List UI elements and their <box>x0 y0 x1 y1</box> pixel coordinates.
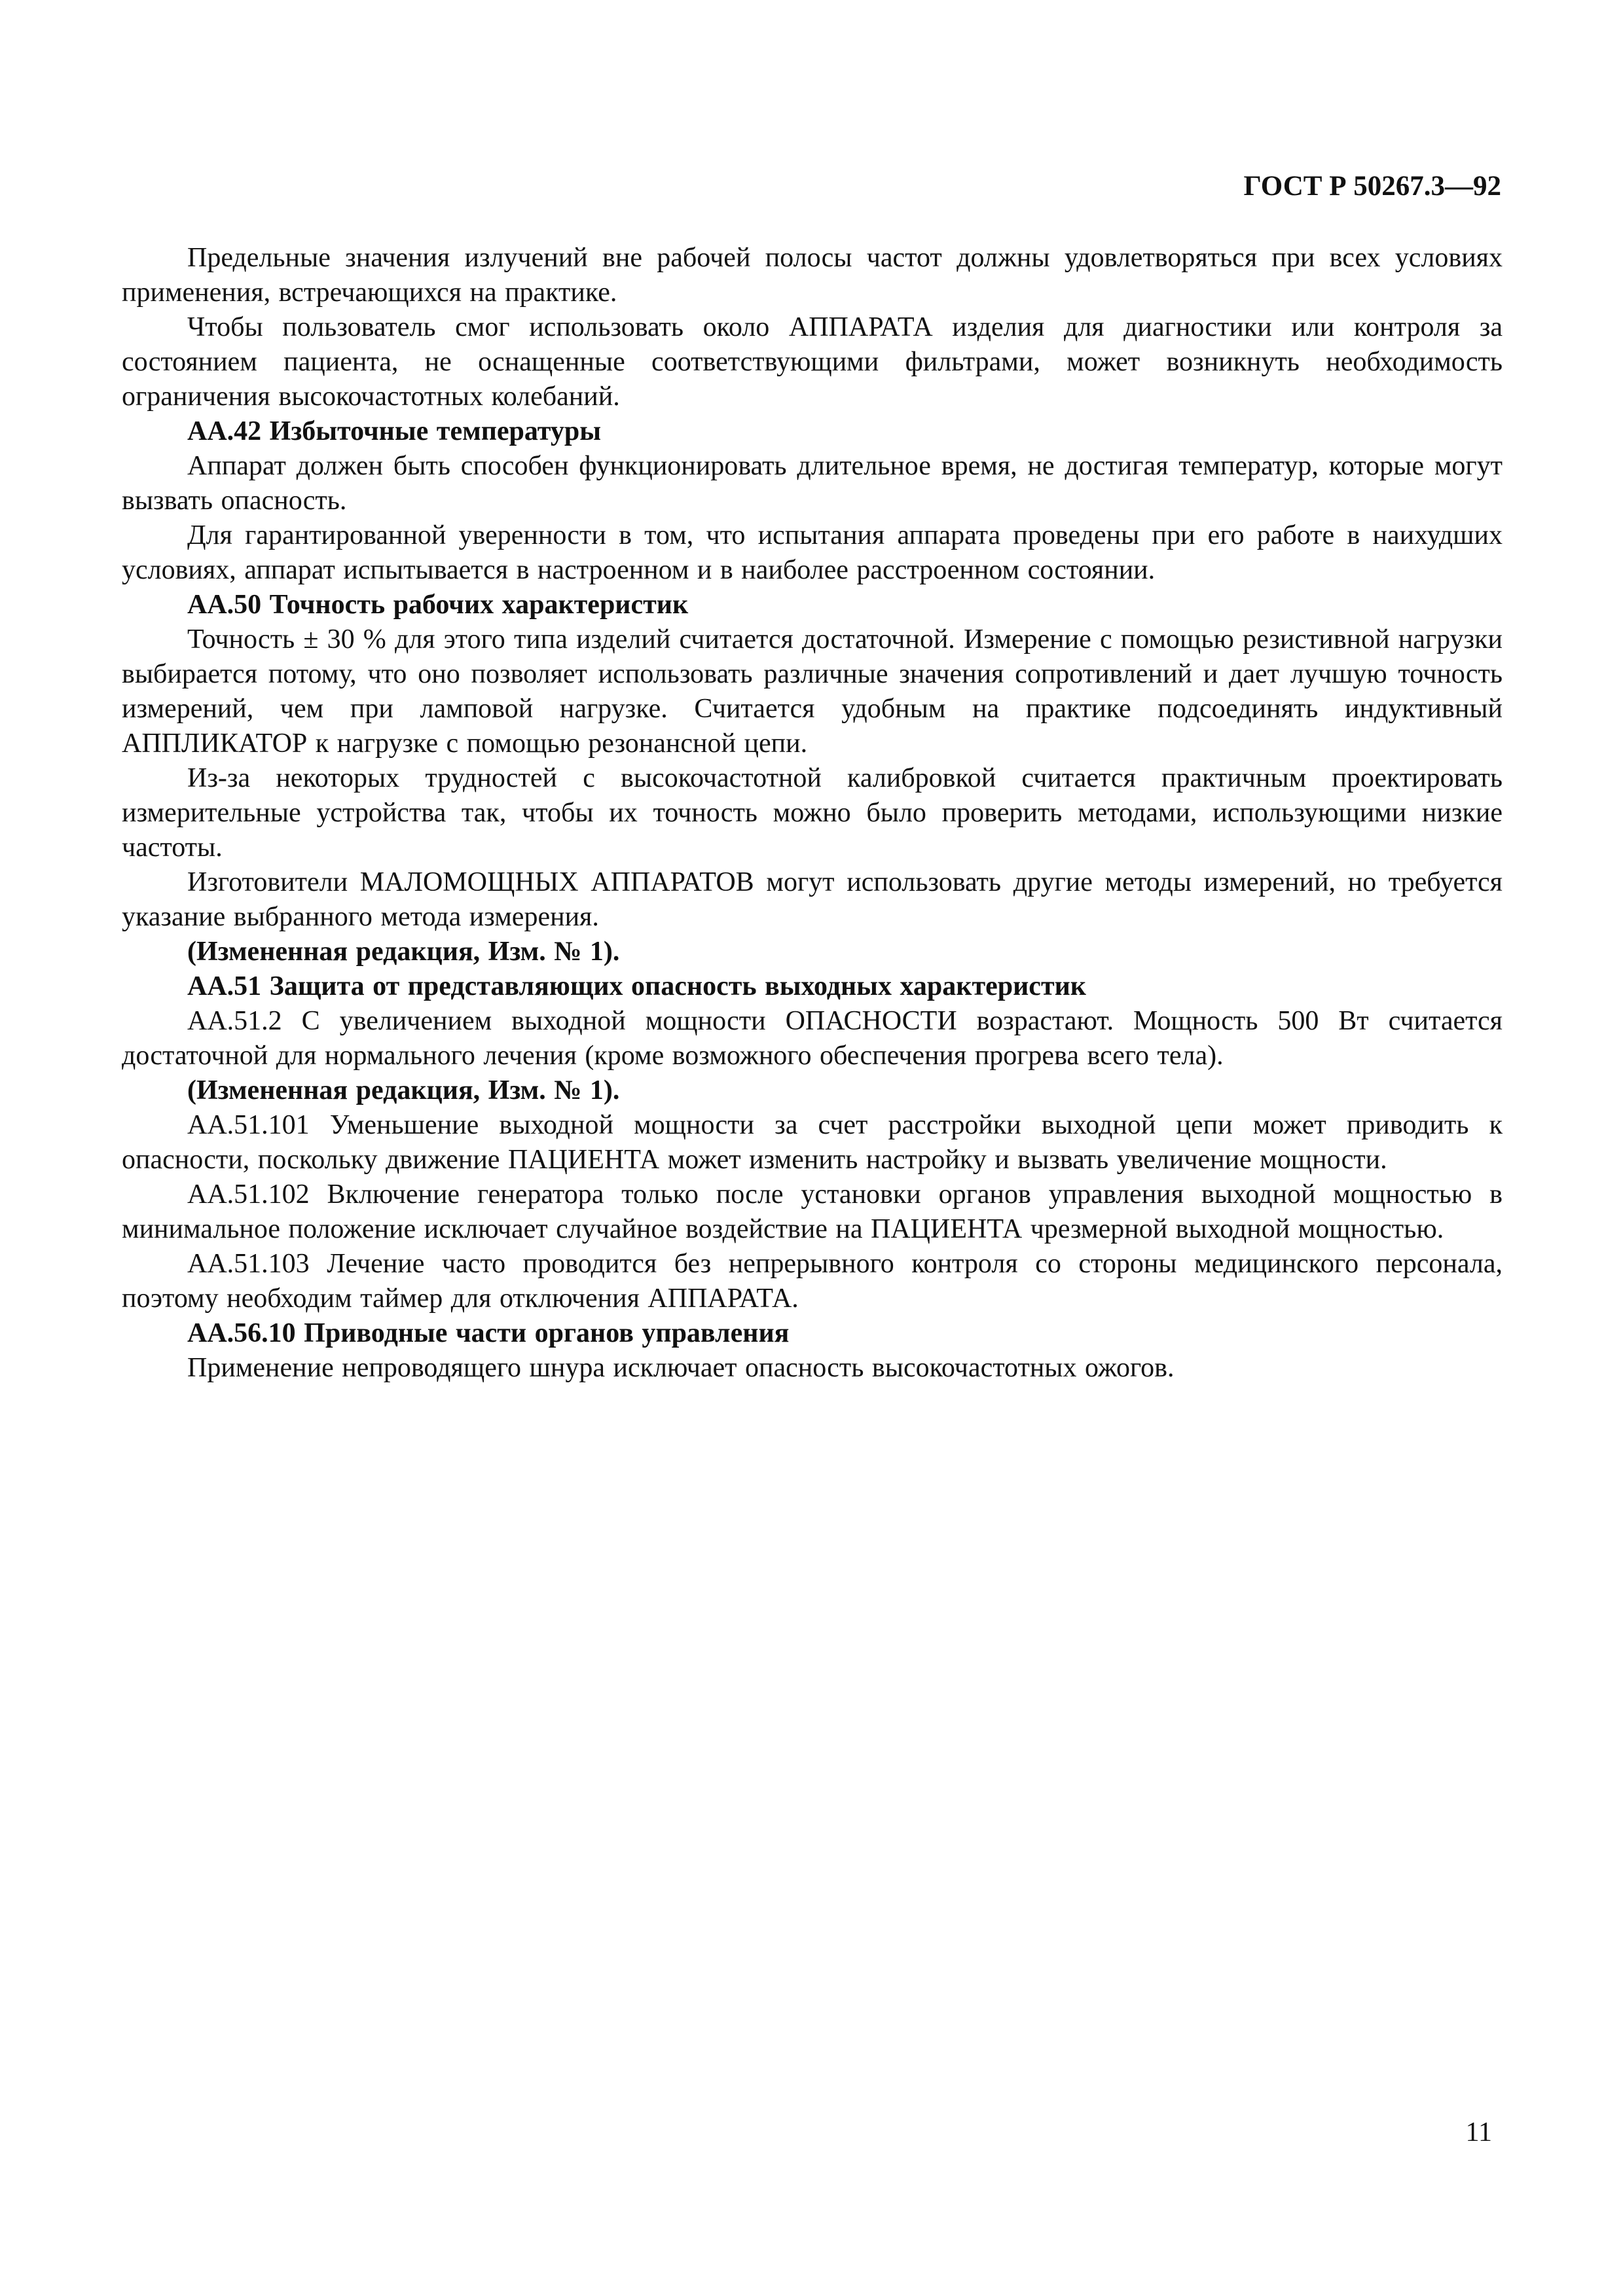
page-number: 11 <box>1465 2117 1492 2147</box>
paragraph: Для гарантированной уверенности в том, что испытания аппарата проведены при его работе в наихудших условиях, аппарат испытывается в настроенном и в наиболее расстроенном состоянии. <box>122 520 1503 585</box>
section-heading: АА.51 Защита от представляющих опасность выходных характеристик <box>187 971 1086 1001</box>
paragraph: Точность ± 30 % для этого типа изделий считается достаточной. Измерение с помощью резистивной нагрузки выбирается потому, что оно позволяет использовать различные значения сопротивлений и дает лучшую точность измерений, чем при ламповой нагрузке. Считается удобным на практике подсоединять индуктивный АППЛИКАТОР к нагрузке с помощью резонансной цепи. <box>122 624 1503 759</box>
paragraph: АА.51.2 С увеличением выходной мощности ОПАСНОСТИ возрастают. Мощность 500 Вт считается достаточной для нормального лечения (кроме возможного обеспечения прогрева всего тела). <box>122 1006 1503 1071</box>
paragraph: Из-за некоторых трудностей с высокочастотной калибровкой считается практичным проектировать измерительные устройства так, чтобы их точность можно было проверить методами, использующими низкие частоты. <box>122 763 1503 863</box>
amendment-note: (Измененная редакция, Изм. № 1). <box>187 937 620 967</box>
paragraph: Аппарат должен быть способен функционировать длительное время, не достигая температур, которые могут вызвать опасность. <box>122 451 1503 516</box>
amendment-note: (Измененная редакция, Изм. № 1). <box>187 1075 620 1105</box>
paragraph: Чтобы пользователь смог использовать около АППАРАТА изделия для диагностики или контроля за состоянием пациента, не оснащенные соответствующими фильтрами, может возникнуть необходимость ограничения высокочастотных колебаний. <box>122 312 1503 412</box>
section-heading: АА.56.10 Приводные части органов управления <box>187 1318 790 1348</box>
standard-reference: ГОСТ Р 50267.3—92 <box>1243 171 1501 202</box>
section-heading: АА.50 Точность рабочих характеристик <box>187 590 689 620</box>
paragraph: АА.51.101 Уменьшение выходной мощности за счет расстройки выходной цепи может приводить к опасности, поскольку движение ПАЦИЕНТА может изменить настройку и вызвать увеличение мощности. <box>122 1110 1503 1175</box>
paragraph: АА.51.102 Включение генератора только после установки органов управления выходной мощностью в минимальное положение исключает случайное воздействие на ПАЦИЕНТА чрезмерной выходной мощностью. <box>122 1179 1503 1244</box>
paragraph: Применение непроводящего шнура исключает опасность высокочастотных ожогов. <box>187 1353 1175 1383</box>
section-heading: АА.42 Избыточные температуры <box>187 416 602 446</box>
document-body <box>122 241 1503 1386</box>
paragraph: Предельные значения излучений вне рабочей полосы частот должны удовлетворяться при всех условиях применения, встречающихся на практике. <box>122 243 1503 308</box>
paragraph: АА.51.103 Лечение часто проводится без непрерывного контроля со стороны медицинского персонала, поэтому необходим таймер для отключения АППАРАТА. <box>122 1249 1503 1314</box>
paragraph: Изготовители МАЛОМОЩНЫХ АППАРАТОВ могут использовать другие методы измерений, но требуется указание выбранного метода измерения. <box>122 867 1503 932</box>
